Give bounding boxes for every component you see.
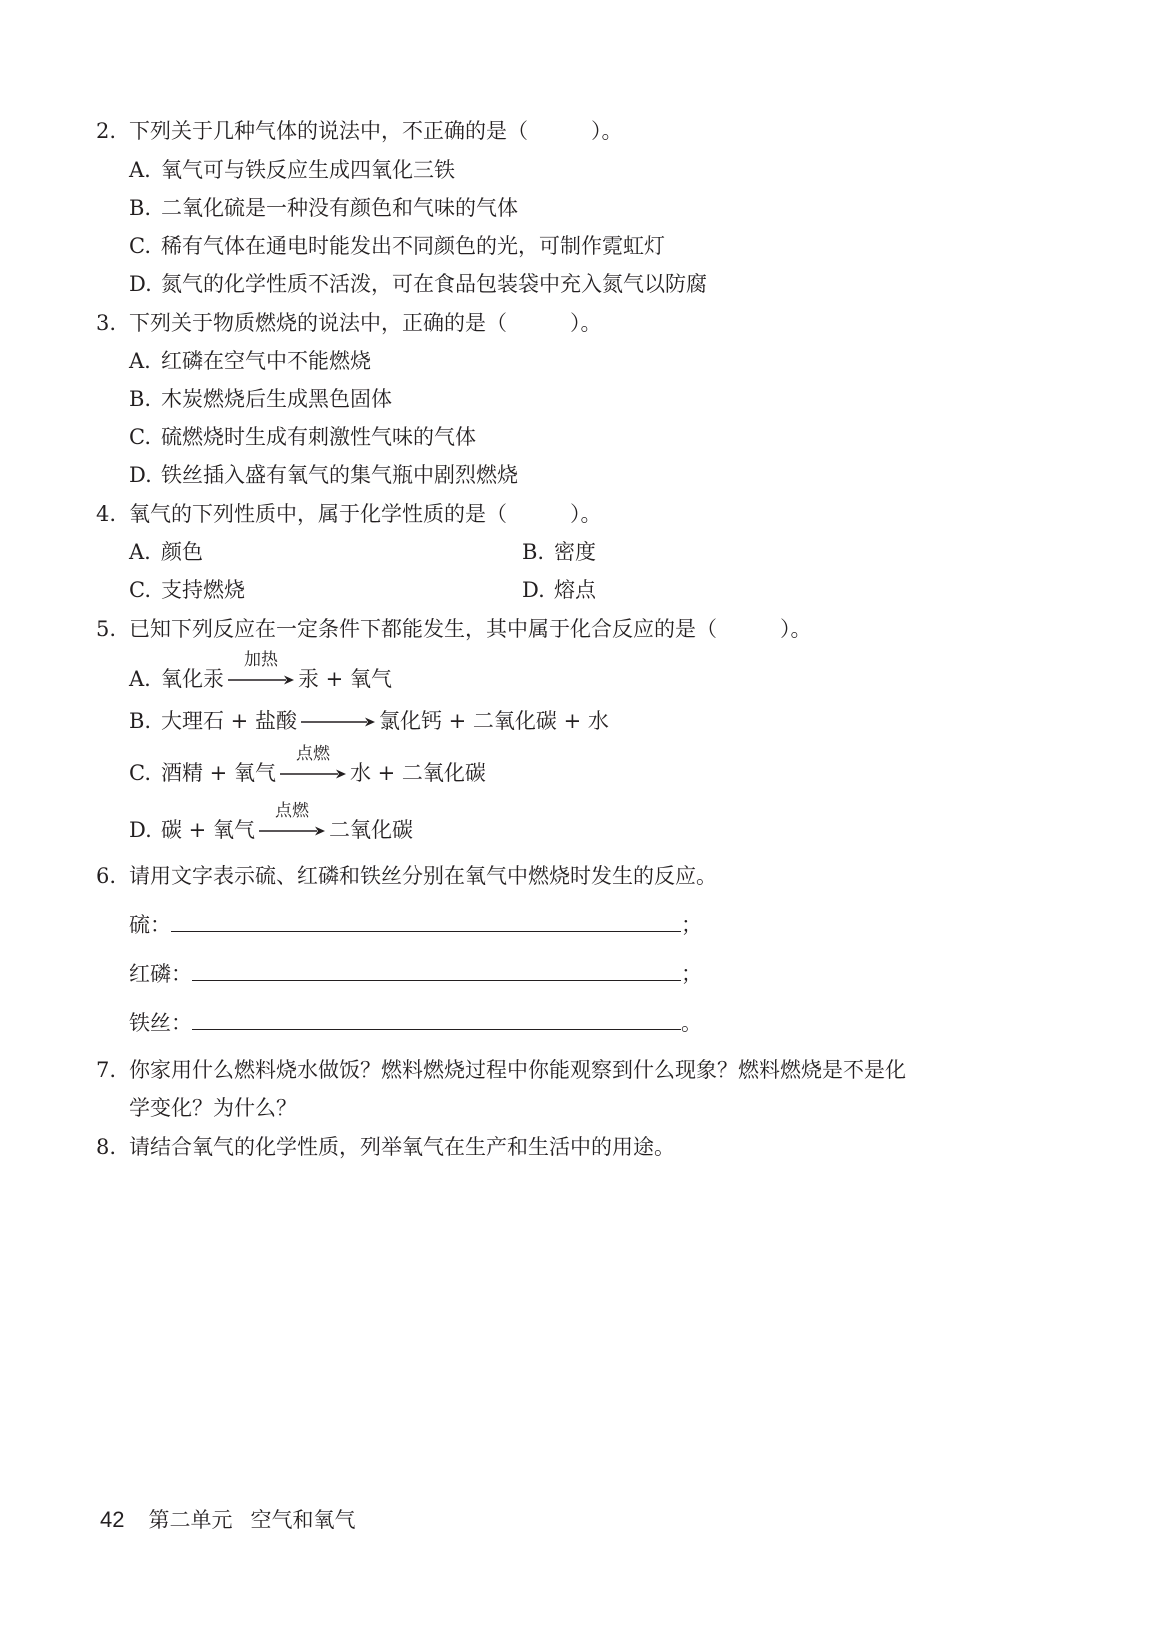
option-label: C.: [129, 578, 151, 602]
reaction-reactants: 大理石 + 盐酸: [161, 709, 297, 733]
reaction-arrow: [301, 716, 375, 728]
q3-option-a: [129, 351, 371, 372]
reaction-condition: 点燃: [295, 744, 330, 764]
option-text: 铁丝插入盛有氧气的集气瓶中剧烈燃烧: [161, 463, 518, 487]
reaction-reactants: 氧化汞: [161, 667, 224, 691]
q3-number: 3.: [96, 311, 117, 335]
q5-option-d: [129, 801, 413, 842]
option-label: C.: [129, 234, 151, 258]
q4-stem-line: [96, 504, 602, 525]
arrow-icon: [280, 768, 346, 780]
option-label: D.: [522, 578, 545, 602]
option-label: C.: [129, 425, 151, 449]
reaction-arrow: [259, 801, 325, 837]
blank-label: 铁丝：: [129, 1011, 192, 1035]
q2-stem: 下列关于几种气体的说法中，不正确的是（ ）。: [129, 119, 623, 143]
blank-label: 红磷：: [129, 962, 192, 986]
option-label: B.: [129, 387, 152, 411]
q2-option-c: [129, 236, 665, 257]
q6-blank-red-phosphorus: [129, 964, 702, 985]
reaction-reactants: 酒精 + 氧气: [161, 761, 276, 785]
q4-option-d: [522, 580, 596, 601]
unit-label: 第二单元: [148, 1508, 233, 1532]
reaction-condition: 加热: [244, 650, 278, 670]
q4-option-a: [129, 542, 203, 563]
q7-stem-line2: 学变化？为什么？: [129, 1096, 297, 1120]
reaction-arrow: [228, 650, 294, 686]
q5-stem-line: [96, 619, 812, 640]
q3-stem: 下列关于物质燃烧的说法中，正确的是（ ）。: [129, 311, 602, 335]
option-label: C.: [129, 761, 151, 785]
option-label: D.: [129, 818, 152, 842]
option-text: 密度: [554, 540, 596, 564]
q7-stem-line1: 你家用什么燃料烧水做饭？燃料燃烧过程中你能观察到什么现象？燃料燃烧是不是化: [129, 1058, 906, 1082]
option-label: B.: [129, 709, 152, 733]
q2-option-b: [129, 198, 518, 219]
q5-option-c: [129, 744, 486, 785]
blank-label: 硫：: [129, 913, 171, 937]
option-text: 红磷在空气中不能燃烧: [161, 349, 371, 373]
q8-stem: 请结合氧气的化学性质，列举氧气在生产和生活中的用途。: [129, 1135, 675, 1159]
q2-stem-line: [96, 121, 623, 142]
reaction-arrow: [280, 744, 346, 780]
q6-stem: 请用文字表示硫、红磷和铁丝分别在氧气中燃烧时发生的反应。: [129, 864, 717, 888]
q6-stem-line: [96, 866, 717, 887]
option-text: 稀有气体在通电时能发出不同颜色的光，可制作霓虹灯: [161, 234, 665, 258]
option-text: 熔点: [554, 578, 596, 602]
reaction-condition: 点燃: [274, 801, 309, 821]
q2-option-a: [129, 160, 455, 181]
page-footer: [100, 1504, 355, 1534]
option-label: B.: [129, 196, 152, 220]
answer-blank[interactable]: [171, 931, 681, 932]
reaction-products: 二氧化碳: [328, 818, 413, 842]
option-label: A.: [129, 158, 151, 182]
option-label: A.: [129, 540, 151, 564]
q3-stem-line: [96, 313, 602, 334]
q3-option-b: [129, 389, 392, 410]
q4-option-b: [522, 542, 596, 563]
option-text: 二氧化硫是一种没有颜色和气味的气体: [161, 196, 518, 220]
page-number: 42: [100, 1507, 125, 1532]
q2-number: 2.: [96, 119, 117, 143]
q4-option-c: [129, 580, 245, 601]
blank-end-punct: 。: [681, 1011, 702, 1035]
q5-number: 5.: [96, 617, 117, 641]
option-text: 硫燃烧时生成有刺激性气味的气体: [161, 425, 476, 449]
q3-option-d: [129, 465, 518, 486]
q6-number: 6.: [96, 864, 117, 888]
answer-blank[interactable]: [192, 1029, 681, 1030]
unit-title: 空气和氧气: [250, 1508, 356, 1532]
option-label: A.: [129, 667, 151, 691]
answer-blank[interactable]: [192, 980, 681, 981]
reaction-products: 氯化钙 + 二氧化碳 + 水: [378, 709, 609, 733]
arrow-icon: [228, 674, 294, 686]
arrow-icon: [259, 825, 325, 837]
option-label: D.: [129, 272, 152, 296]
q2-option-d: [129, 274, 707, 295]
reaction-reactants: 碳 + 氧气: [161, 818, 255, 842]
option-label: D.: [129, 463, 152, 487]
q8-stem-line: [96, 1137, 675, 1158]
option-text: 氧气可与铁反应生成四氧化三铁: [161, 158, 455, 182]
blank-end-punct: ；: [681, 962, 702, 986]
q4-number: 4.: [96, 502, 117, 526]
q5-option-b: [129, 711, 609, 732]
q6-blank-sulfur: [129, 915, 702, 936]
q7-stem-line: [96, 1060, 906, 1081]
reaction-products: 汞 + 氧气: [298, 667, 392, 691]
option-text: 木炭燃烧后生成黑色固体: [161, 387, 392, 411]
q3-option-c: [129, 427, 476, 448]
q7-number: 7.: [96, 1058, 117, 1082]
q5-option-a: [129, 650, 392, 691]
option-text: 颜色: [161, 540, 203, 564]
option-text: 氮气的化学性质不活泼，可在食品包装袋中充入氮气以防腐: [161, 272, 707, 296]
option-label: A.: [129, 349, 151, 373]
q8-number: 8.: [96, 1135, 117, 1159]
arrow-icon: [301, 716, 375, 728]
option-text: 支持燃烧: [161, 578, 245, 602]
q6-blank-iron-wire: [129, 1013, 702, 1034]
q5-stem: 已知下列反应在一定条件下都能发生，其中属于化合反应的是（ ）。: [129, 617, 812, 641]
reaction-products: 水 + 二氧化碳: [349, 761, 486, 785]
option-label: B.: [522, 540, 545, 564]
blank-end-punct: ；: [681, 913, 702, 937]
q4-stem: 氧气的下列性质中，属于化学性质的是（ ）。: [129, 502, 602, 526]
